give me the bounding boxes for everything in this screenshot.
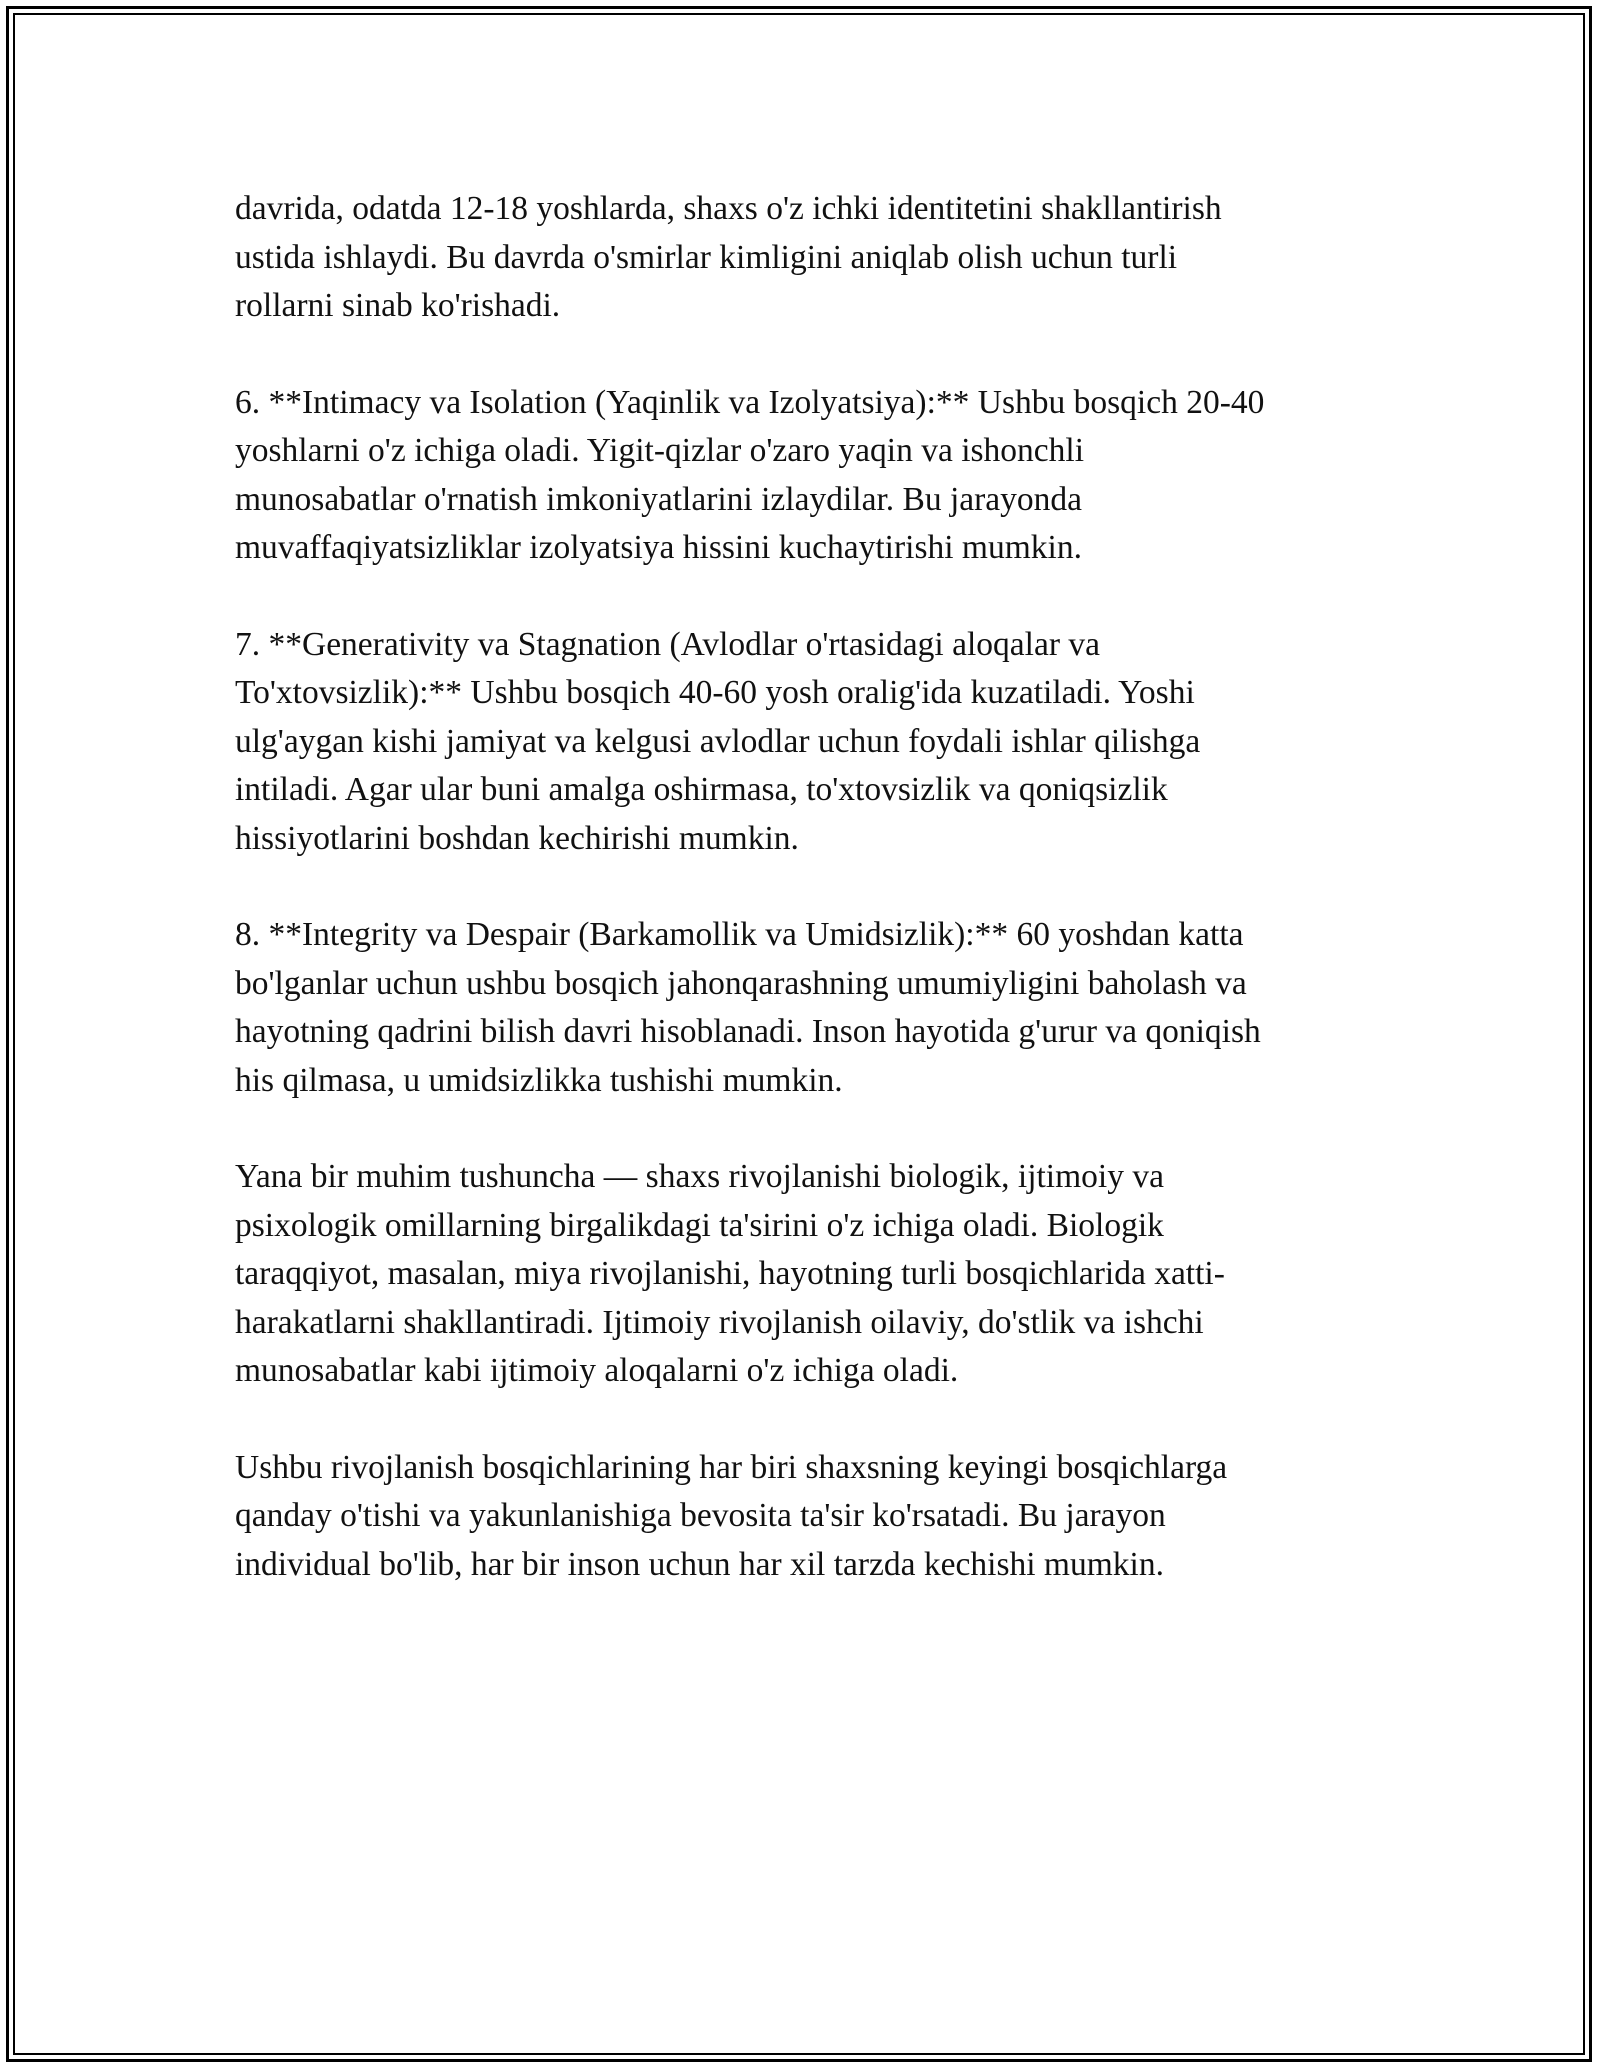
paragraph-conclusion: Ushbu rivojlanish bosqichlarining har biri shaxsning keyingi bosqichlarga qanday o'tishi va yakunlanishiga bevosita ta'sir ko'rsatadi. Bu jarayon individual bo'lib, har bir inson uchun har xil tarzda kechishi mumkin.	[235, 1448, 1228, 1583]
paragraph-generativity-stagnation: 7. **Generativity va Stagnation (Avlodlar o'rtasidagi aloqalar va To'xtovsizlik):** Ushbu bosqich 40-60 yosh oralig'ida kuzatiladi. Yoshi ulg'aygan kishi jamiyat va kelgusi avlodlar uchun foydali ishlar qilishga intiladi. Agar ular buni amalga oshirmasa, to'xtovsizlik va qoniqsizlik hissiyotlarini boshdan kechirishi mumkin.	[235, 625, 1201, 857]
paragraph-biological-social-factors: Yana bir muhim tushuncha — shaxs rivojlanishi biologik, ijtimoiy va psixologik omillarning birgalikdagi ta'sirini o'z ichiga oladi. Biologik taraqqiyot, masalan, miya rivojlanishi, hayotning turli bosqichlarida xatti- harakatlarni shakllantiradi. Ijtimoiy rivojlanish oilaviy, do'stlik va ishchi munosabatlar kabi ijtimoiy aloqalarni o'z ichiga oladi.	[235, 1158, 1225, 1389]
paragraph-integrity-despair: 8. **Integrity va Despair (Barkamollik va Umidsizlik):** 60 yoshdan katta bo'lganlar uchun ushbu bosqich jahonqarashning umumiyligini baholash va hayotning qadrini bilish davri hisoblanadi. Inson hayotida g'urur va qoniqish his qilmasa, u umidsizlikka tushishi mumkin.	[235, 916, 1261, 1099]
paragraph-intimacy-isolation: 6. **Intimacy va Isolation (Yaqinlik va Izolyatsiya):** Ushbu bosqich 20-40 yoshlarni o'z ichiga oladi. Yigit-qizlar o'zaro yaqin va ishonchli munosabatlar o'rnatish imkoniyatlarini izlaydilar. Bu jarayonda muvaffaqiyatsizliklar izolyatsiya hissini kuchaytirishi mumkin.	[235, 383, 1265, 566]
paragraph-identity-stage: davrida, odatda 12-18 yoshlarda, shaxs o'z ichki identitetini shakllantirish ustida ishlaydi. Bu davrda o'smirlar kimligini aniqlab olish uchun turli rollarni sinab ko'rishadi.	[235, 190, 1222, 324]
document-body	[235, 185, 1385, 1637]
